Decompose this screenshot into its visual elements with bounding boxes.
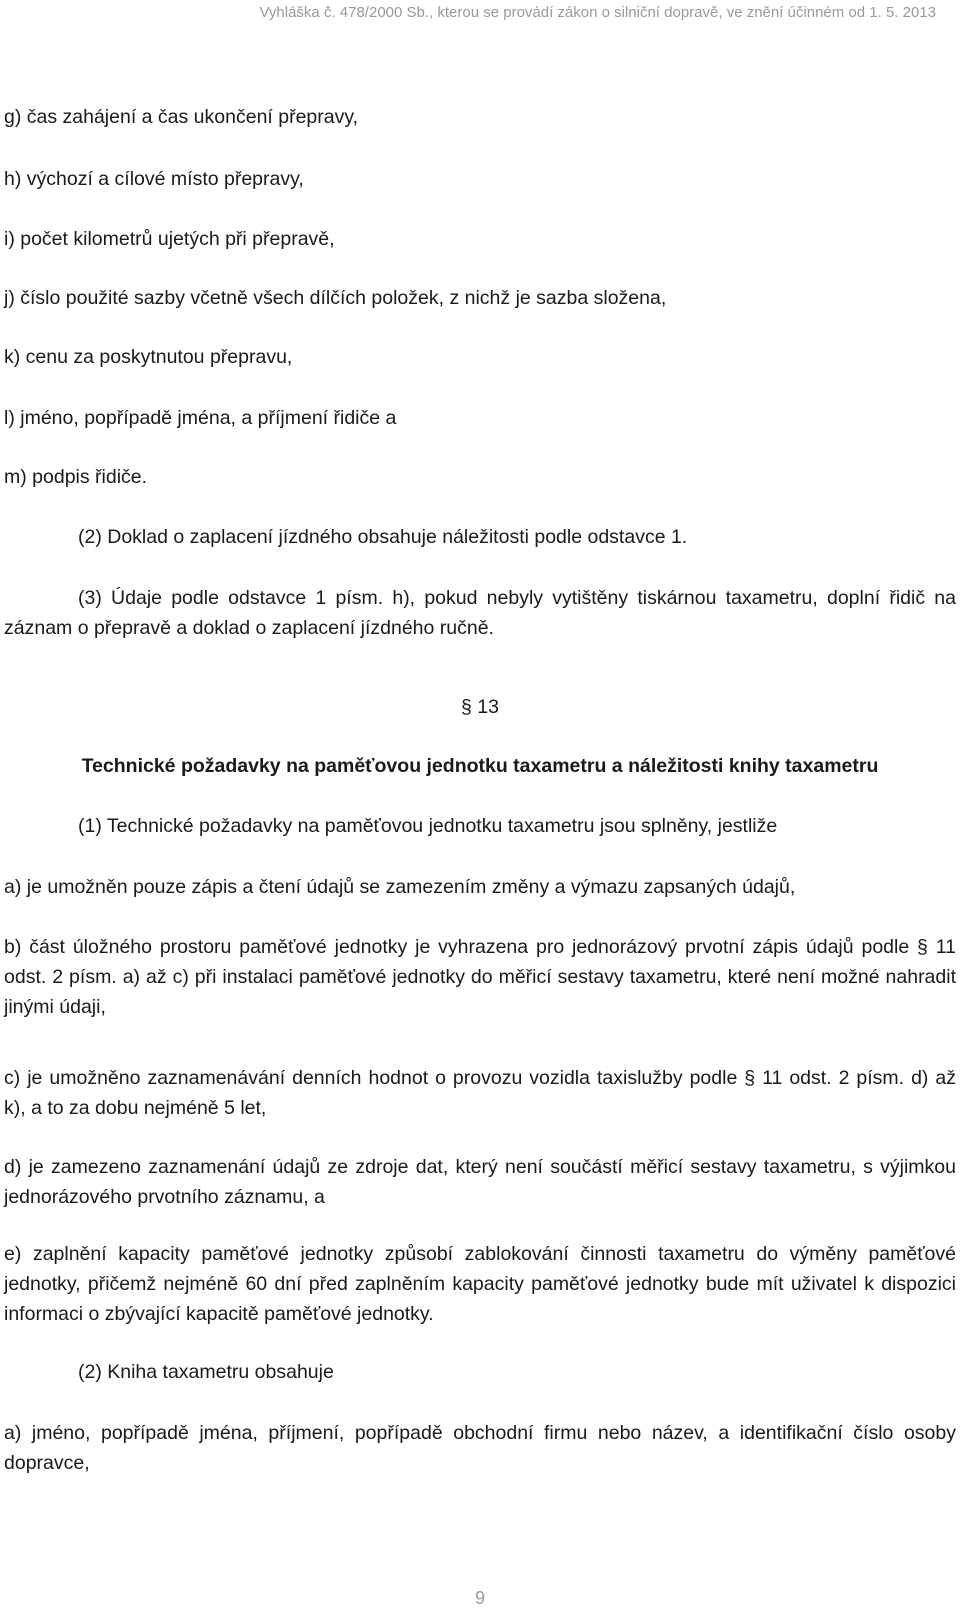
requirement-d: d) je zamezeno zaznamenání údajů ze zdroje dat, který není součástí měřicí sestavy taxametru, s výjimkou jednorázového prvotního záznamu, a [4,1156,956,1208]
requirement-a: a) je umožněn pouze zápis a čtení údajů se zamezením změny a výmazu zapsaných údajů, [4,876,796,898]
section-paragraph-2: (2) Kniha taxametru obsahuje [78,1361,334,1383]
list-item-k: k) cenu za poskytnutou přepravu, [4,346,293,368]
section-number: § 13 [461,696,499,718]
list-item-g: g) čas zahájení a čas ukončení přepravy, [4,106,359,128]
running-header: Vyhláška č. 478/2000 Sb., kterou se provádí zákon o silniční dopravě, ve znění účinném od 1. 5. 2013 [259,4,936,21]
section-title: Technické požadavky na paměťovou jednotku taxametru a náležitosti knihy taxametru [81,755,879,777]
list-item-m: m) podpis řidiče. [4,466,148,488]
paragraph-3: (3) Údaje podle odstavce 1 písm. h), pokud nebyly vytištěny tiskárnou taxametru, doplní řidič na záznam o přepravě a doklad o zaplacení jízdného ručně. [4,587,956,639]
list-item-j: j) číslo použité sazby včetně všech dílčích položek, z nichž je sazba složena, [4,287,667,309]
paragraph-2: (2) Doklad o zaplacení jízdného obsahuje náležitosti podle odstavce 1. [78,526,688,548]
requirement-b: b) část úložného prostoru paměťové jednotky je vyhrazena pro jednorázový prvotní zápis údajů podle § 11 odst. 2 písm. a) až c) při instalaci paměťové jednotky do měřicí sestavy taxametru, které není možné nahradit jinými údaji, [4,936,956,1018]
requirement-c: c) je umožněno zaznamenávání denních hodnot o provozu vozidla taxislužby podle § 11 odst. 2 písm. d) až k), a to za dobu nejméně 5 let, [4,1067,956,1119]
list-item-h: h) výchozí a cílové místo přepravy, [4,168,304,190]
list-item-l: l) jméno, popřípadě jména, a příjmení řidiče a [4,407,397,429]
requirement-e: e) zaplnění kapacity paměťové jednotky způsobí zablokování činnosti taxametru do výměny paměťové jednotky, přičemž nejméně 60 dní před zaplněním kapacity paměťové jednotky bude mít uživatel k dispozici informaci o zbývající kapacitě paměťové jednotky. [4,1243,956,1325]
page-number: 9 [474,1588,485,1608]
logbook-item-a: a) jméno, popřípadě jména, příjmení, popřípadě obchodní firmu nebo název, a identifikační číslo osoby dopravce, [4,1422,956,1474]
list-item-i: i) počet kilometrů ujetých při přepravě, [4,228,335,250]
section-paragraph-1: (1) Technické požadavky na paměťovou jednotku taxametru jsou splněny, jestliže [78,815,778,837]
